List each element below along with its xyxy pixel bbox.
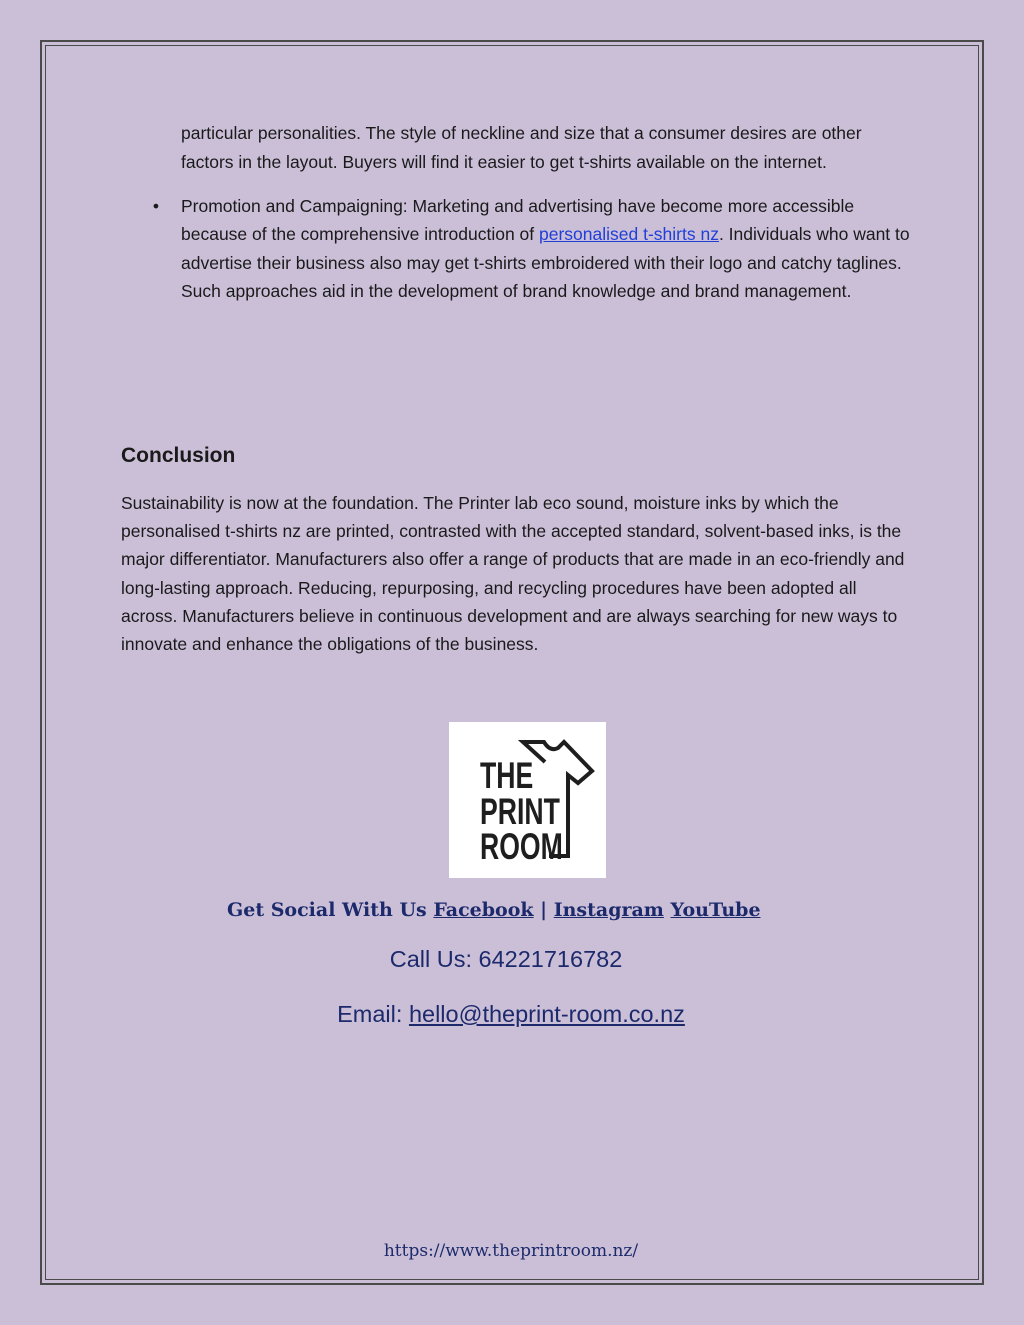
conclusion-heading: Conclusion xyxy=(121,444,236,467)
intro-paragraph: particular personalities. The style of neckline and size that a consumer desires are other factors in the layout. Buyers will find it easier to get t-shirts available on the internet. xyxy=(181,123,862,172)
social-separator: | xyxy=(533,899,554,921)
social-prefix: Get Social With Us xyxy=(227,899,434,921)
facebook-link[interactable]: Facebook xyxy=(433,899,534,921)
logo-line-the: THE xyxy=(480,754,534,797)
youtube-link[interactable]: YouTube xyxy=(670,899,761,921)
list-item xyxy=(150,192,910,305)
footer-url: https://www.theprintroom.nz/ xyxy=(383,1241,639,1261)
logo-graphic xyxy=(449,722,606,878)
logo-line-room: ROOM xyxy=(480,825,563,868)
phone-number: Call Us: 64221716782 xyxy=(389,946,623,972)
email-label: Email: xyxy=(337,1001,409,1027)
bullet-marker: • xyxy=(152,196,160,216)
conclusion-paragraph: Sustainability is now at the foundation. The Printer lab eco sound, moisture inks by which the personalised t-shirts nz are printed, contrasted with the accepted standard, solvent-based inks, is the major differentiator. Manufacturers also offer a range of products that are made in an eco-friendly and long-lasting approach. Reducing, repurposing, and recycling procedures have been adopted all across. Manufacturers believe in continuous development and are always searching for new ways to innovate and enhance the obligations of the business. xyxy=(121,493,905,655)
bullet-text-end: . Individuals who want to advertise their business also may get t-shirts embroidered with their logo and catchy taglines. Such approaches aid in the development of brand knowledge and brand management. xyxy=(181,224,910,301)
print-room-logo xyxy=(449,722,606,878)
bullet-text-start: Promotion and Campaigning: Marketing and advertising have become more accessible because of the comprehensive introduction of xyxy=(181,196,855,245)
email-line xyxy=(0,997,1022,1031)
logo-line-print: PRINT xyxy=(480,790,560,833)
instagram-link[interactable]: Instagram xyxy=(553,899,664,921)
email-link[interactable]: hello@theprint-room.co.nz xyxy=(408,1001,685,1027)
bullet-list xyxy=(150,192,910,305)
personalised-tshirts-link[interactable]: personalised t-shirts nz xyxy=(539,224,719,245)
social-links xyxy=(227,896,761,924)
